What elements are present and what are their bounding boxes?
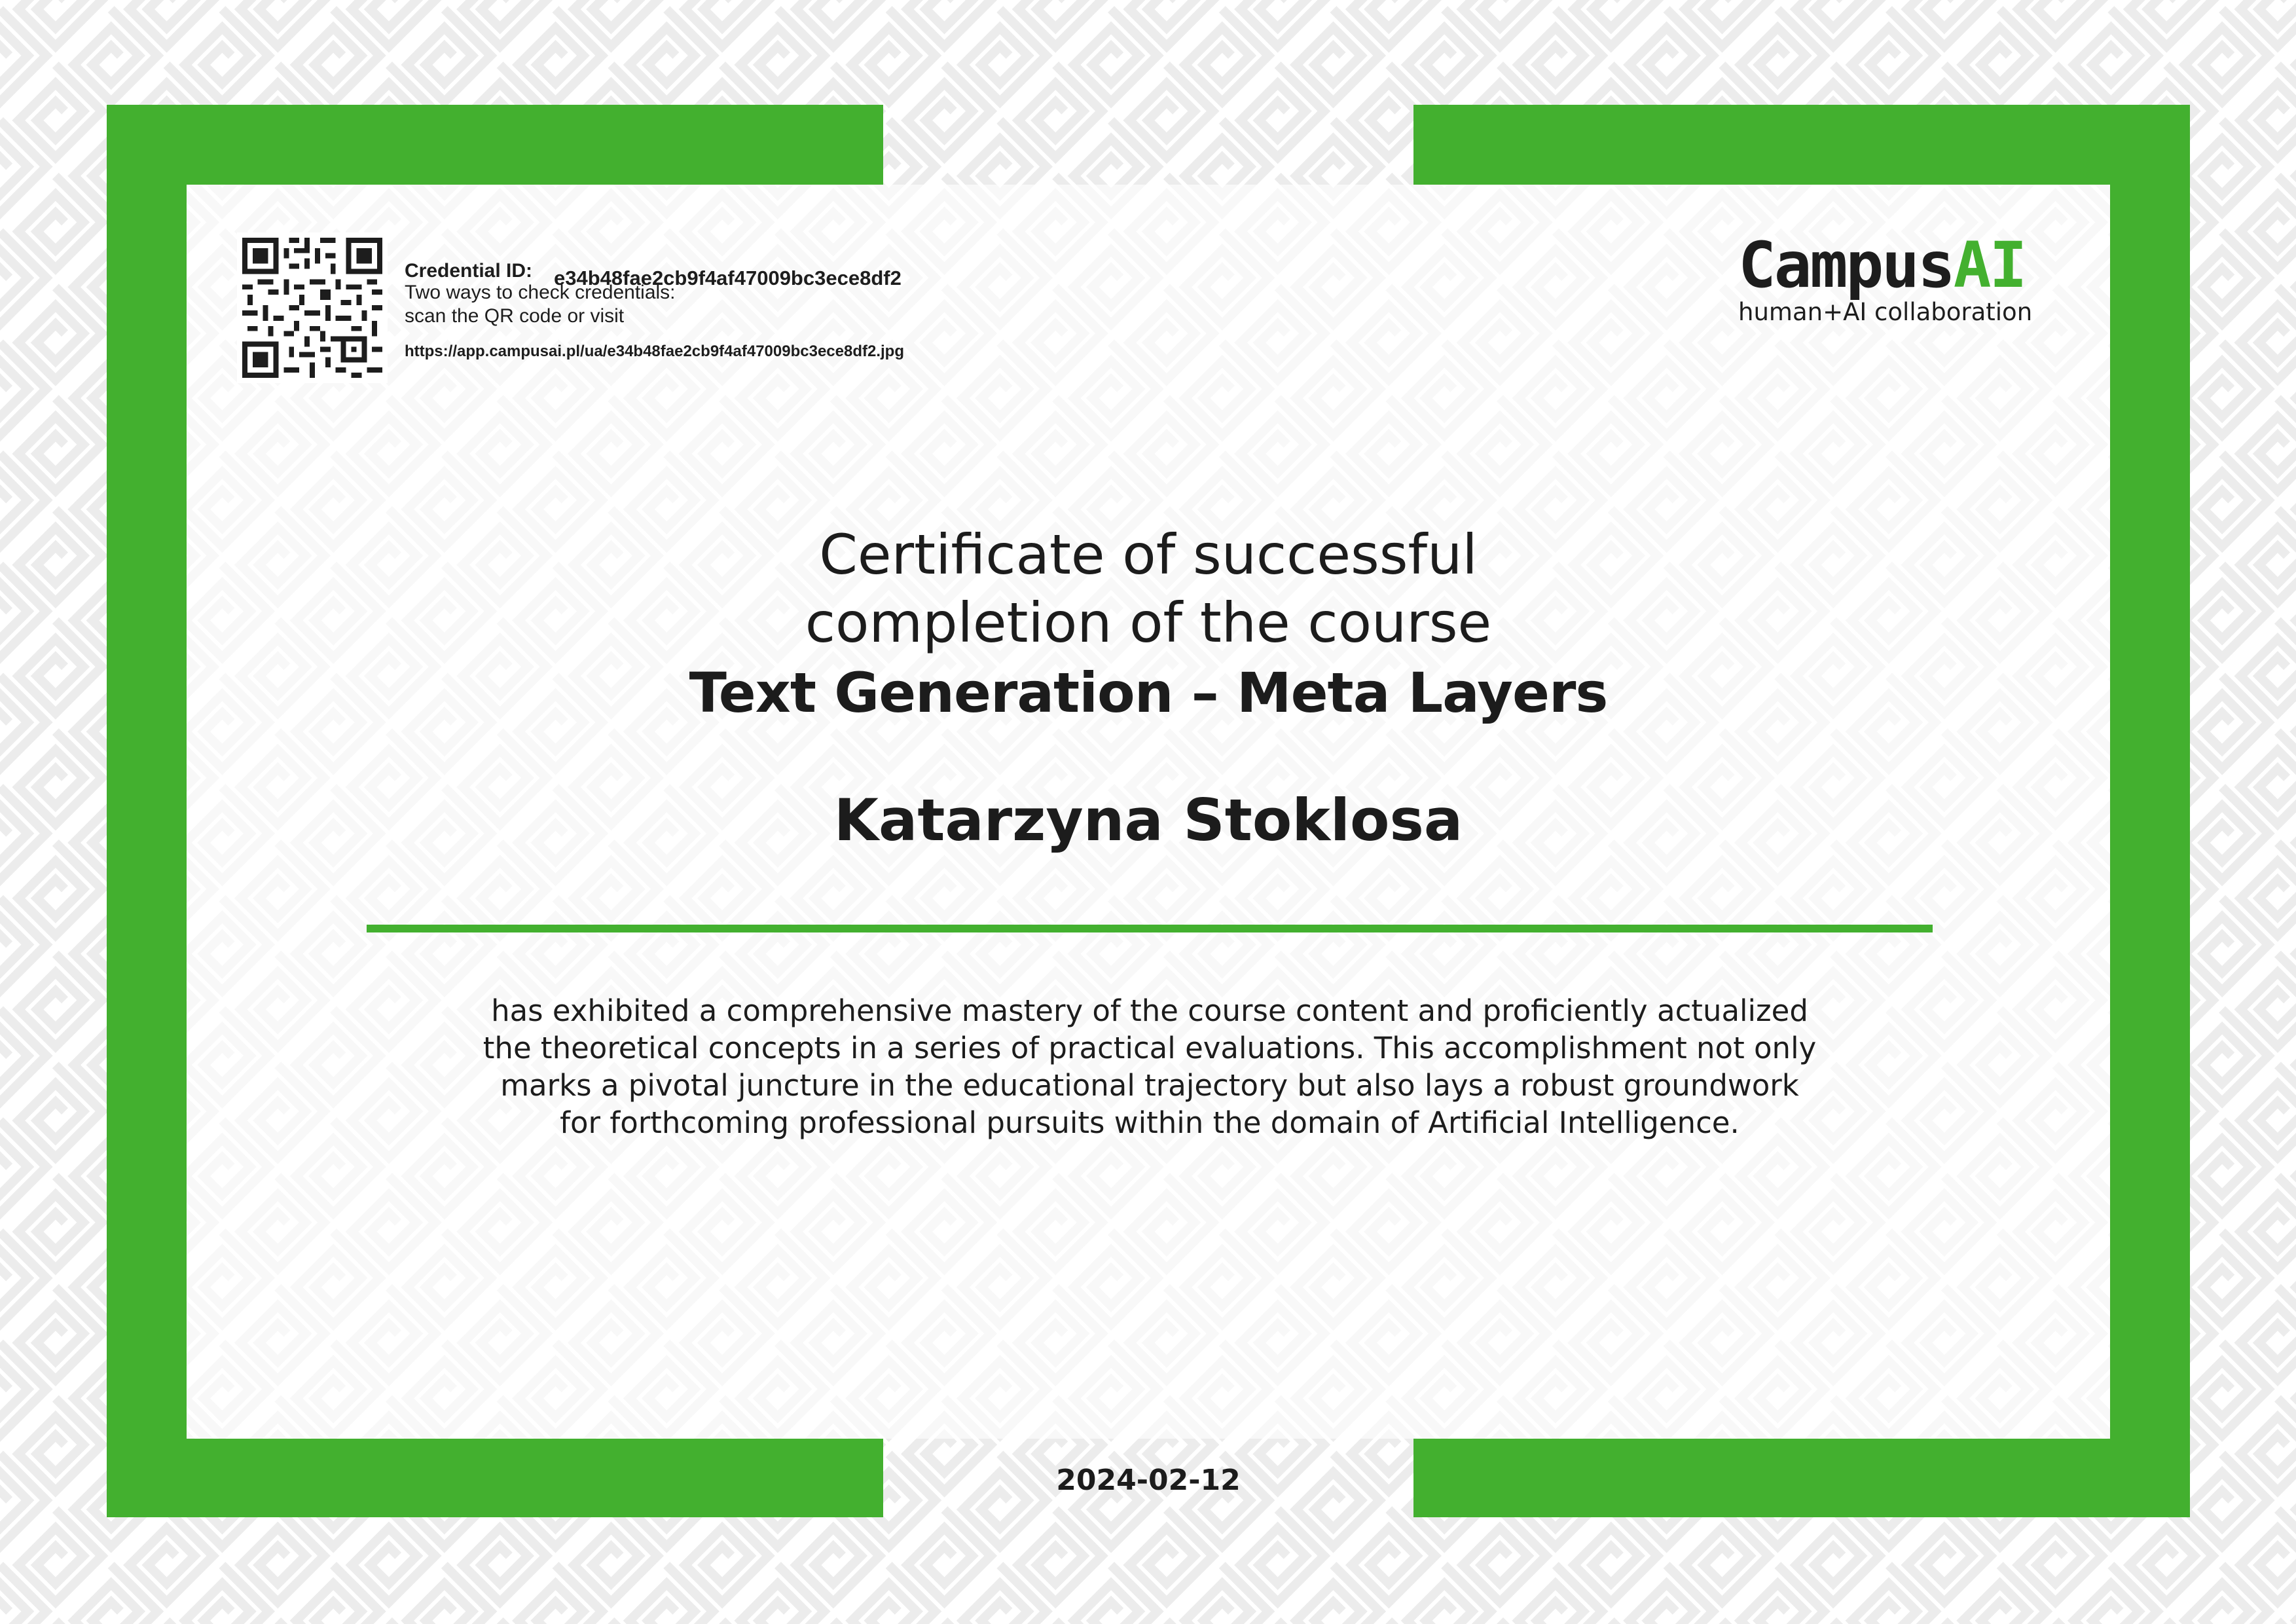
frame-bottom-left bbox=[107, 1439, 883, 1517]
logo-tagline: human+AI collaboration bbox=[1738, 298, 2033, 326]
frame-left bbox=[107, 105, 187, 1517]
issue-date: 2024-02-12 bbox=[1056, 1464, 1241, 1497]
description-line-1: has exhibited a comprehensive mastery of the course content and proficiently actualized bbox=[491, 993, 1808, 1028]
logo-wordmark-campus: Campus bbox=[1738, 229, 1954, 302]
description-line-2: the theoretical concepts in a series of practical evaluations. This accomplishment not only bbox=[483, 1031, 1817, 1065]
certificate-description bbox=[367, 992, 1933, 1141]
divider-line bbox=[367, 925, 1933, 932]
credential-block bbox=[405, 259, 1059, 363]
credential-id-row bbox=[405, 259, 1059, 289]
certificate-title bbox=[494, 521, 1803, 729]
frame-top-left bbox=[107, 105, 883, 185]
credential-id-label: Credential ID: bbox=[405, 260, 533, 282]
qr-code-icon bbox=[237, 232, 388, 383]
credential-instructions-line1: Two ways to check credentials: bbox=[405, 282, 676, 303]
logo-wordmark-ai: AI bbox=[1953, 229, 2026, 302]
title-line-2: completion of the course bbox=[805, 591, 1492, 655]
description-line-3: marks a pivotal juncture in the educational trajectory but also lays a robust groundwork bbox=[500, 1068, 1799, 1103]
credential-id-value: e34b48fae2cb9f4af47009bc3ece8df2 bbox=[554, 267, 902, 289]
credential-instructions-line2: scan the QR code or visit bbox=[405, 305, 625, 327]
course-name: Text Generation – Meta Layers bbox=[689, 661, 1608, 725]
recipient-name: Katarzyna Stoklosa bbox=[833, 786, 1463, 854]
frame-right bbox=[2110, 105, 2190, 1517]
frame-bottom-right bbox=[1413, 1439, 2190, 1517]
frame-top-right bbox=[1413, 105, 2190, 185]
campusai-logo bbox=[1738, 229, 2039, 326]
description-line-4: for forthcoming professional pursuits within the domain of Artificial Intelligence. bbox=[560, 1105, 1740, 1140]
logo-wordmark bbox=[1738, 229, 2039, 302]
title-line-1: Certificate of successful bbox=[819, 523, 1478, 587]
credential-url-link[interactable]: https://app.campusai.pl/ua/e34b48fae2cb9f4af47009bc3ece8df2.jpg bbox=[405, 342, 904, 360]
